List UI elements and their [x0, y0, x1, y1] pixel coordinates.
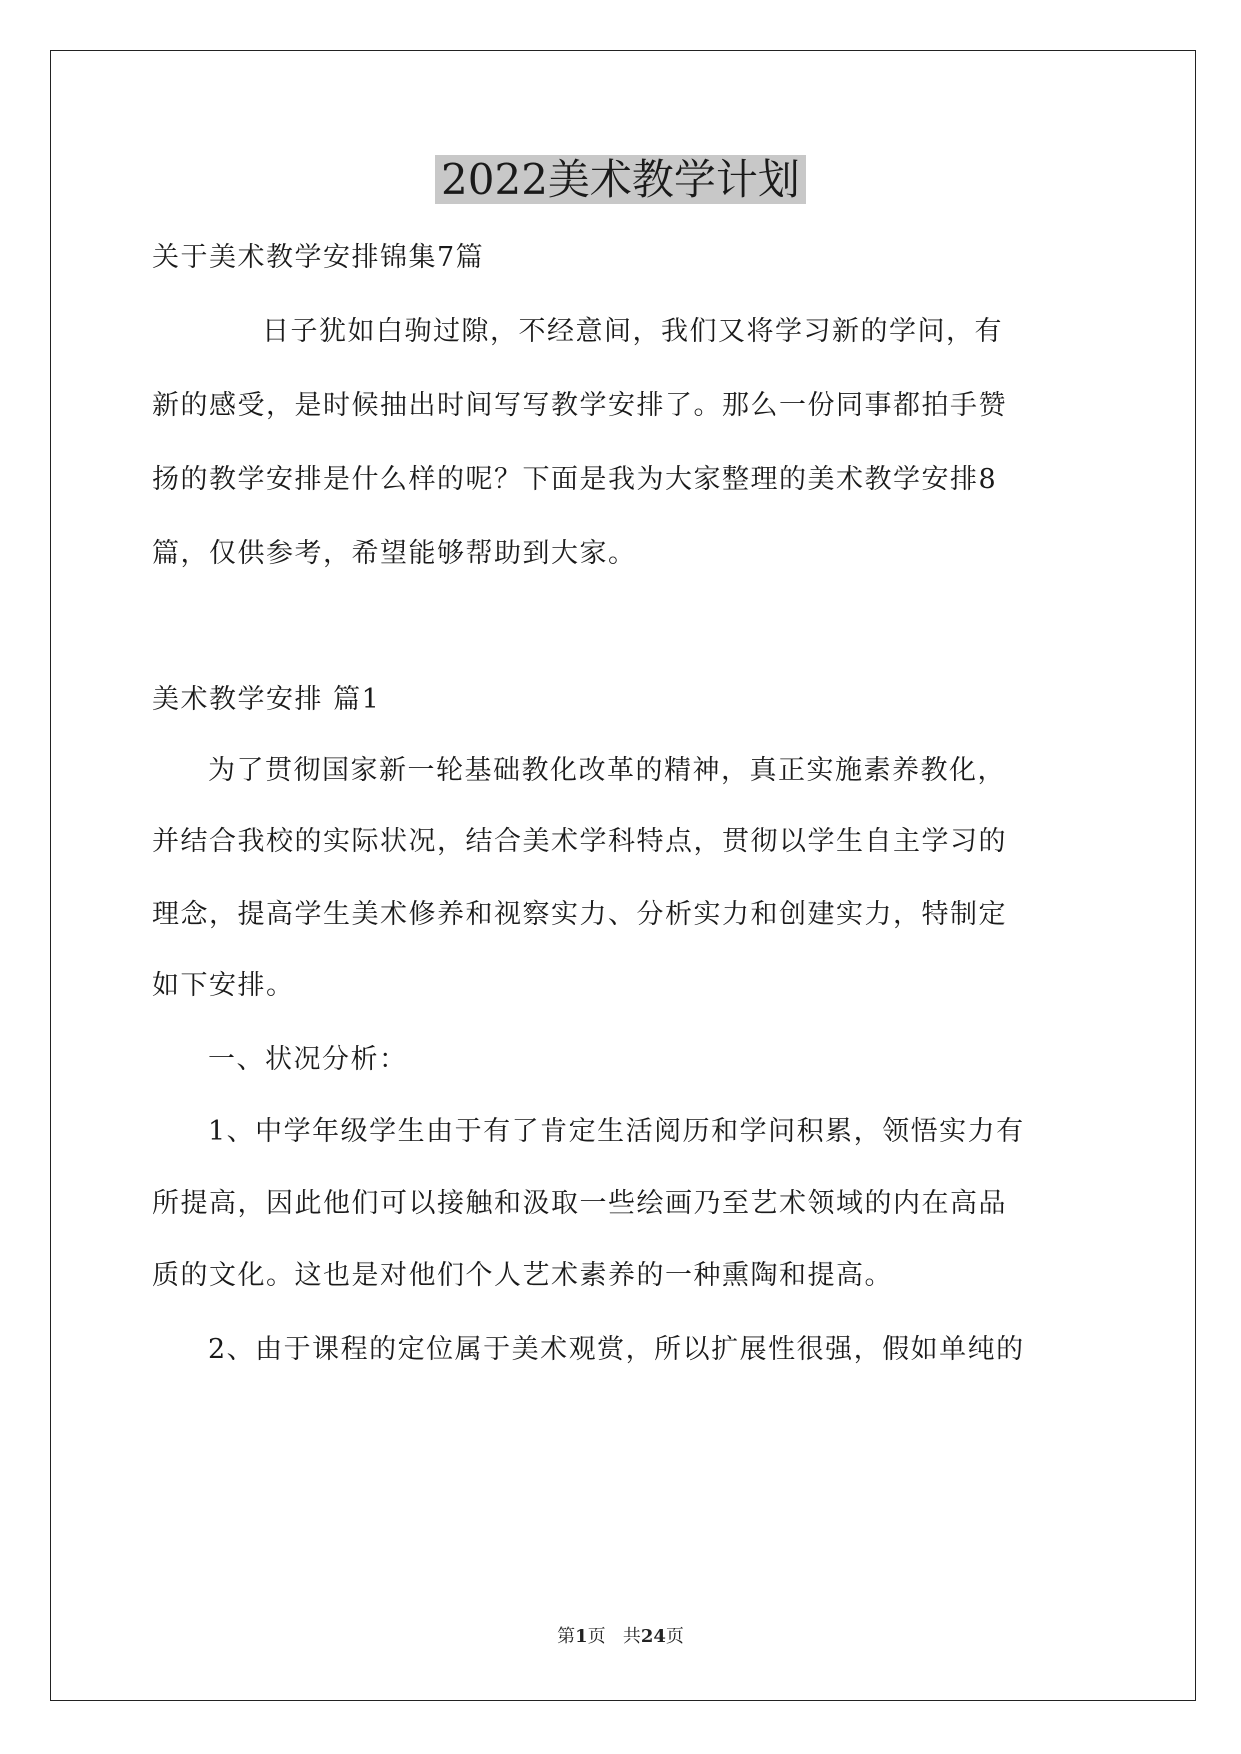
footer-total-prefix: 共	[622, 1626, 641, 1647]
subheading: 一、状况分析：	[208, 1044, 408, 1075]
document-title-text: 2022美术教学计划	[435, 155, 806, 204]
para1-line-3: 理念，提高学生美术修养和视察实力、分析实力和创建实力，特制定	[152, 899, 1007, 930]
footer-page-number: 1	[575, 1626, 588, 1647]
intro-line-2: 新的感受，是时候抽出时间写写教学安排了。那么一份同事都拍手赞	[152, 390, 1007, 421]
footer-total-pages: 24	[640, 1626, 666, 1647]
item1-line-2: 所提高，因此他们可以接触和汲取一些绘画乃至艺术领域的内在高品	[152, 1188, 1007, 1219]
footer-page-prefix: 第	[557, 1626, 576, 1647]
section-heading: 美术教学安排 篇1	[152, 684, 381, 715]
para1-line-1: 为了贯彻国家新一轮基础教化改革的精神，真正实施素养教化，	[208, 755, 1006, 786]
intro-line-3: 扬的教学安排是什么样的呢？下面是我为大家整理的美术教学安排8	[152, 464, 998, 495]
document-subtitle: 关于美术教学安排锦集7篇	[152, 242, 485, 273]
para1-line-4: 如下安排。	[152, 970, 295, 1001]
page-footer	[0, 1625, 1241, 1649]
para1-line-2: 并结合我校的实际状况，结合美术学科特点，贯彻以学生自主学习的	[152, 826, 1007, 857]
intro-line-4: 篇，仅供参考，希望能够帮助到大家。	[152, 538, 637, 569]
item1-line-3: 质的文化。这也是对他们个人艺术素养的一种熏陶和提高。	[152, 1260, 893, 1291]
intro-line-1: 日子犹如白驹过隙，不经意间，我们又将学习新的学问，有	[262, 316, 1003, 347]
page-border	[50, 50, 1196, 1701]
item2-line-1: 2、由于课程的定位属于美术观赏，所以扩展性很强，假如单纯的	[208, 1334, 1025, 1365]
footer-total-suffix: 页	[665, 1626, 684, 1647]
document-title	[0, 150, 1241, 210]
item1-line-1: 1、中学年级学生由于有了肯定生活阅历和学问积累，领悟实力有	[208, 1116, 1025, 1147]
footer-page-suffix: 页	[587, 1626, 606, 1647]
